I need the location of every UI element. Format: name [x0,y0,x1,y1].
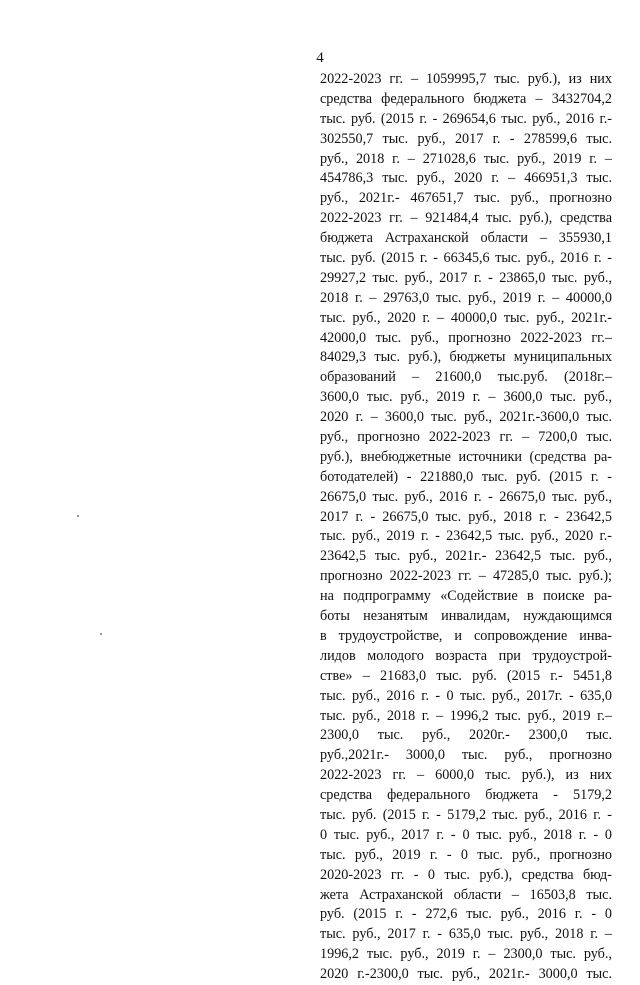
body-text-column [320,70,612,985]
text-line: тыс. руб., 2017 г. - 635,0 тыс. руб., 2018 г. – [320,926,612,943]
text-line: тыс. руб., 2019 г. - 23642,5 тыс. руб., 2020 г.- [320,528,612,545]
text-line: в трудоустройстве, и сопровождение инва- [320,627,612,644]
text-line: 2020 г. – 3600,0 тыс. руб., 2021г.-3600,0 тыс. [320,409,612,426]
scan-speck [100,633,102,635]
text-line: руб.), внебюджетные источники (средства ра- [320,448,612,465]
text-line: 42000,0 тыс. руб., прогнозно 2022-2023 гг.– [320,329,612,346]
text-line: 2018 г. – 29763,0 тыс. руб., 2019 г. – 40000,0 [320,289,612,306]
text-line: 0 тыс. руб., 2017 г. - 0 тыс. руб., 2018 г. - 0 [320,826,612,843]
text-line: 302550,7 тыс. руб., 2017 г. - 278599,6 тыс. [320,130,612,147]
text-line: тыс. руб. (2015 г. - 269654,6 тыс. руб., 2016 г.- [320,110,612,127]
text-line: бюджета Астраханской области – 355930,1 [320,230,612,247]
text-line: 84029,3 тыс. руб.), бюджеты муниципальных [320,349,612,366]
text-line: тыс. руб., 2019 г. - 0 тыс. руб., прогнозно [320,846,612,863]
text-line: лидов молодого возраста при трудоустрой- [320,647,612,664]
text-line: 2020-2023 гг. - 0 тыс. руб.), средства бюд- [320,866,612,883]
text-line: 23642,5 тыс. руб., 2021г.- 23642,5 тыс. руб., [320,548,612,565]
text-line: 3600,0 тыс. руб., 2019 г. – 3600,0 тыс. руб., [320,389,612,406]
text-line: 2022-2023 гг. – 921484,4 тыс. руб.), средства [320,210,612,227]
text-line: средства федерального бюджета – 3432704,2 [320,90,612,107]
text-line: тыс. руб. (2015 г. - 66345,6 тыс. руб., 2016 г. - [320,250,612,267]
text-line: руб.,2021г.- 3000,0 тыс. руб., прогнозно [320,747,612,764]
text-line: 454786,3 тыс. руб., 2020 г. – 466951,3 тыс. [320,170,612,187]
page-number: 4 [316,50,324,66]
text-line: стве» – 21683,0 тыс. руб. (2015 г.- 5451,8 [320,667,612,684]
text-line: 2300,0 тыс. руб., 2020г.- 2300,0 тыс. [320,727,612,744]
text-line: образований – 21600,0 тыс.руб. (2018г.– [320,369,612,386]
text-line: тыс. руб. (2015 г. - 5179,2 тыс. руб., 2016 г. - [320,806,612,823]
text-line: на подпрограмму «Содействие в поиске ра- [320,588,612,605]
text-line: ботодателей) - 221880,0 тыс. руб. (2015 г. - [320,468,612,485]
text-line: тыс. руб., 2018 г. – 1996,2 тыс. руб., 2019 г.– [320,707,612,724]
text-line: прогнозно 2022-2023 гг. – 47285,0 тыс. руб.); [320,568,612,585]
text-line: руб., 2021г.- 467651,7 тыс. руб., прогнозно [320,190,612,207]
text-line: 1996,2 тыс. руб., 2019 г. – 2300,0 тыс. руб., [320,946,612,963]
text-line: жета Астраханской области – 16503,8 тыс. [320,886,612,903]
scan-speck [77,515,79,517]
text-line: 2022-2023 гг. – 1059995,7 тыс. руб.), из них [320,71,612,87]
text-line: 2022-2023 гг. – 6000,0 тыс. руб.), из них [320,767,612,784]
text-line: руб., 2018 г. – 271028,6 тыс. руб., 2019 г. – [320,150,612,167]
text-line: руб. (2015 г. - 272,6 тыс. руб., 2016 г. - 0 [320,906,612,923]
text-line: 2017 г. - 26675,0 тыс. руб., 2018 г. - 23642,5 [320,508,612,525]
text-line: 26675,0 тыс. руб., 2016 г. - 26675,0 тыс. руб., [320,488,612,505]
text-line: тыс. руб., 2016 г. - 0 тыс. руб., 2017г. - 635,0 [320,687,612,704]
text-line: 2020 г.-2300,0 тыс. руб., 2021г.- 3000,0 тыс. [320,966,612,983]
text-line: руб., прогнозно 2022-2023 гг. – 7200,0 тыс. [320,429,612,446]
text-line: боты незанятым инвалидам, нуждающимся [320,608,612,625]
text-line: 29927,2 тыс. руб., 2017 г. - 23865,0 тыс. руб., [320,269,612,286]
text-line: тыс. руб., 2020 г. – 40000,0 тыс. руб., 2021г.- [320,309,612,326]
text-line: средства федерального бюджета - 5179,2 [320,787,612,804]
